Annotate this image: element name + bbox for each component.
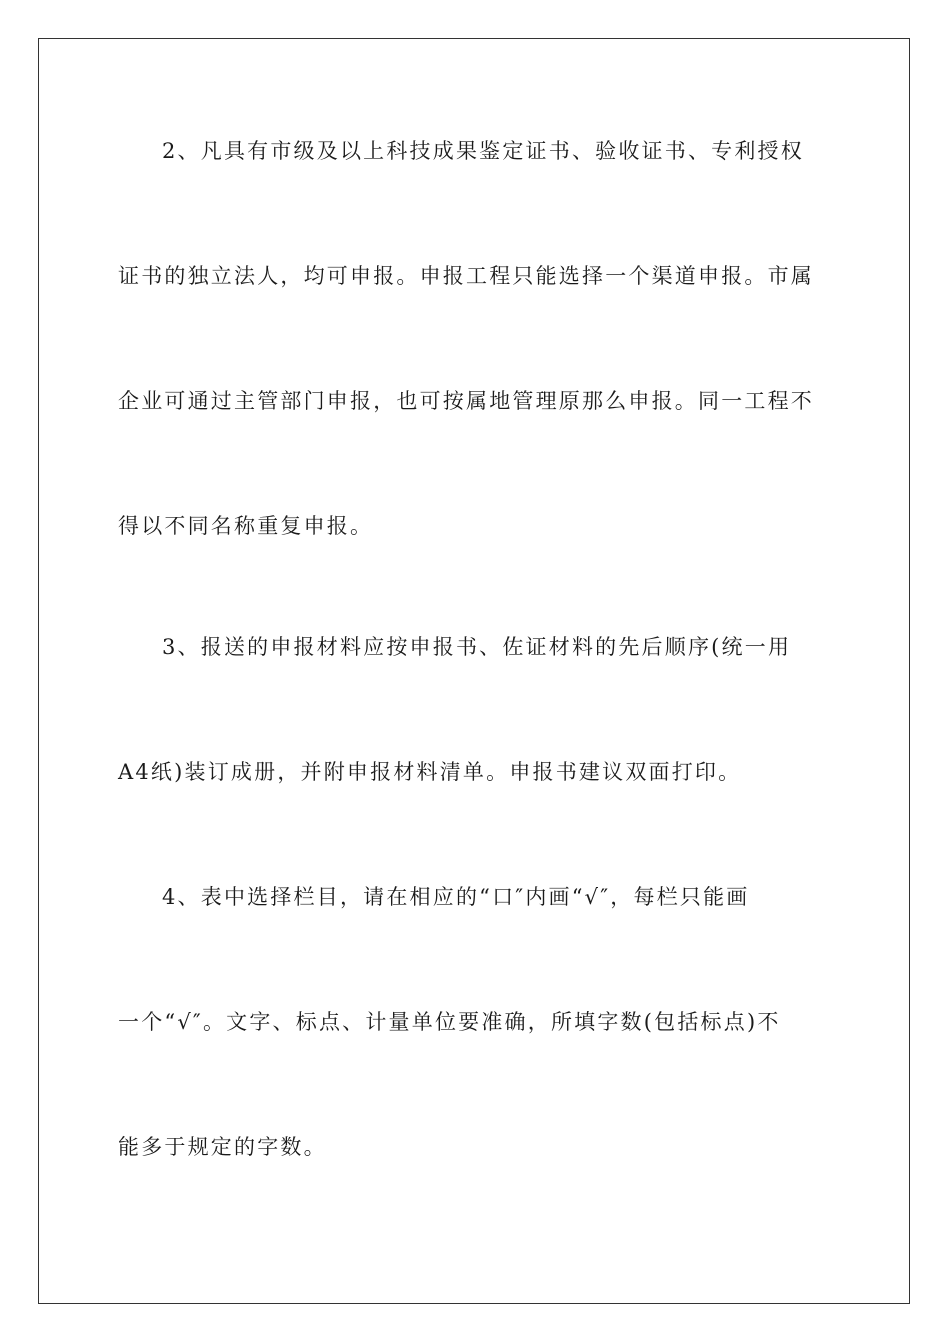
paragraph-4-line-2: 一个“√″。文字、标点、计量单位要准确，所填字数(包括标点)不 — [118, 1010, 781, 1034]
paragraph-4-line-1: 4、表中选择栏目，请在相应的“口″内画“√″，每栏只能画 — [162, 885, 750, 909]
paragraph-3-line-1: 3、报送的申报材料应按申报书、佐证材料的先后顺序(统一用 — [162, 635, 792, 659]
paragraph-2-line-4: 得以不同名称重复申报。 — [118, 514, 374, 538]
paragraph-4-line-3: 能多于规定的字数。 — [118, 1135, 327, 1159]
paragraph-2-line-1: 2、凡具有市级及以上科技成果鉴定证书、验收证书、专利授权 — [162, 139, 804, 163]
paragraph-2-line-3: 企业可通过主管部门申报，也可按属地管理原那么申报。同一工程不 — [118, 389, 814, 413]
paragraph-2-line-2: 证书的独立法人，均可申报。申报工程只能选择一个渠道申报。市属 — [118, 264, 814, 288]
page-border — [38, 38, 910, 1304]
paragraph-3-line-2: A4纸)装订成册，并附申报材料清单。申报书建议双面打印。 — [118, 760, 742, 784]
